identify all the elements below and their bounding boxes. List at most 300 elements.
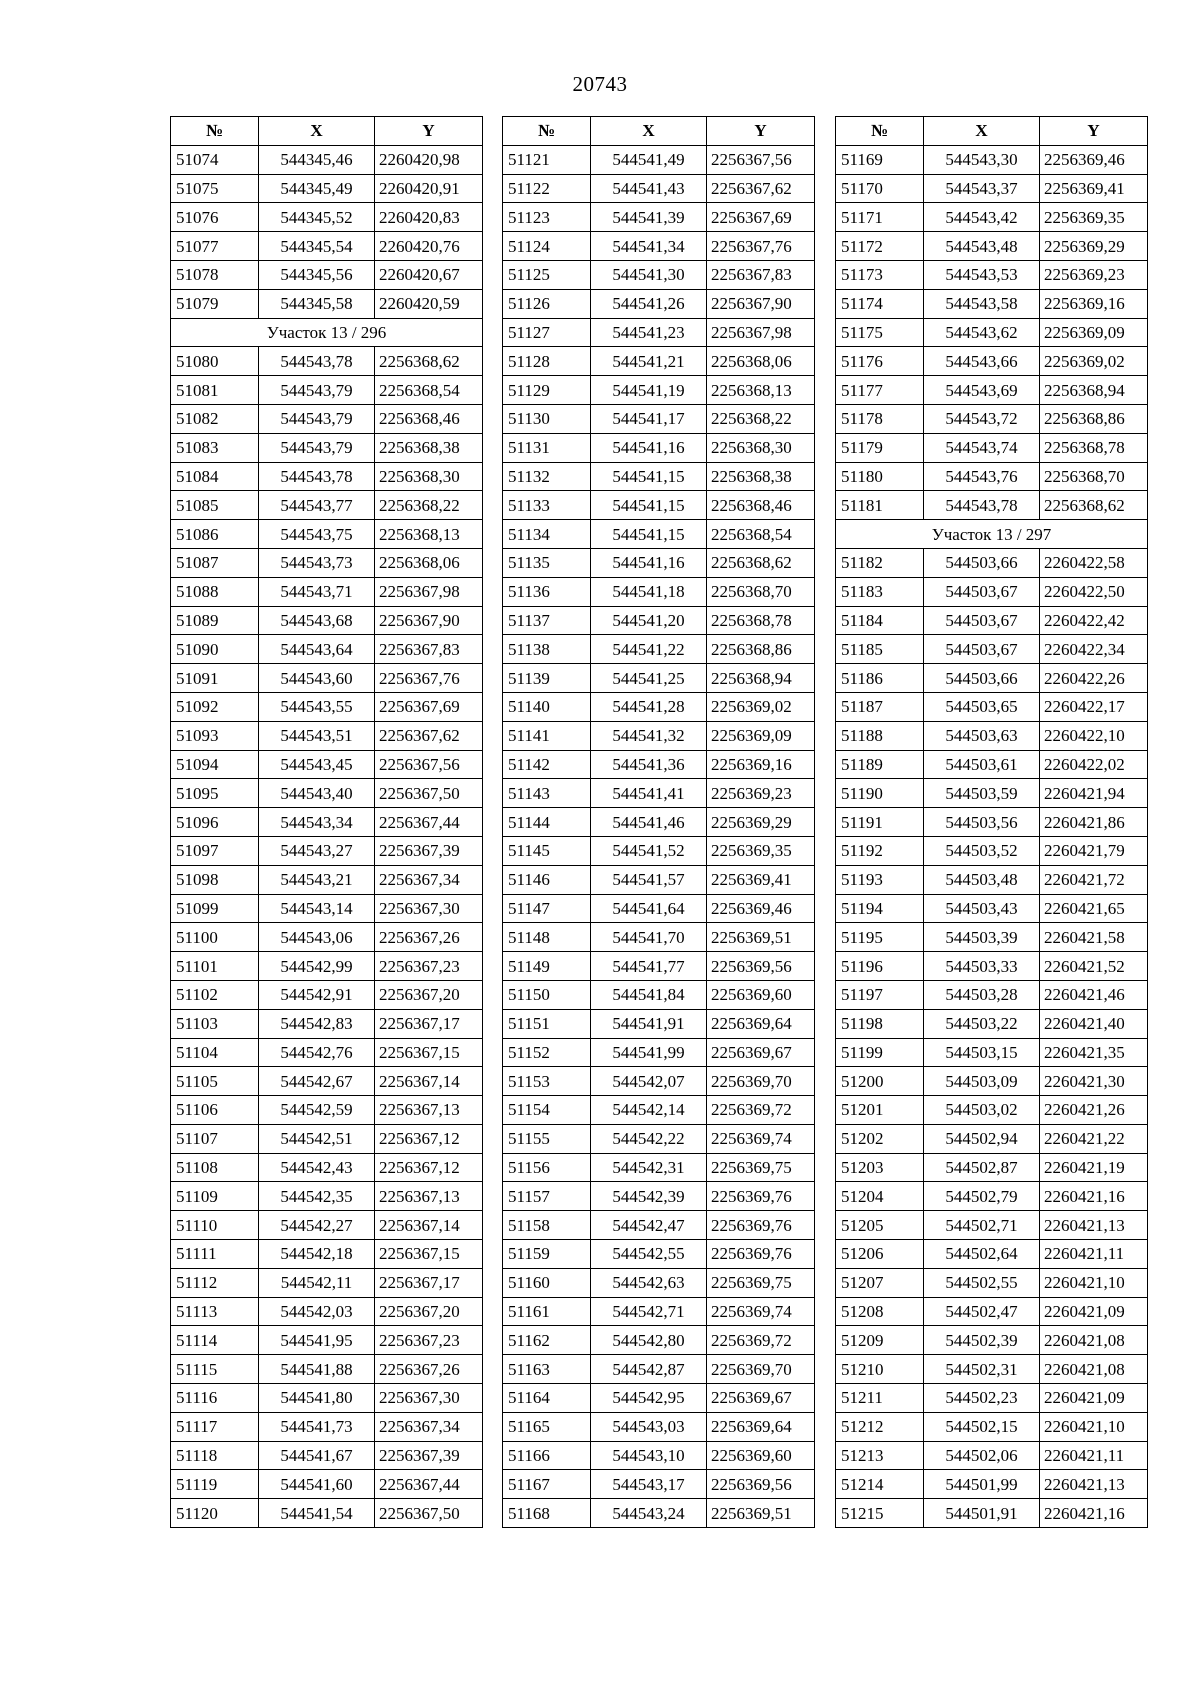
y-coordinate-cell: 2260421,13 — [1040, 1211, 1148, 1240]
point-number-cell: 51093 — [171, 721, 259, 750]
x-coordinate-cell: 544502,94 — [924, 1124, 1040, 1153]
point-number-cell: 51117 — [171, 1412, 259, 1441]
x-coordinate-cell: 544543,74 — [924, 433, 1040, 462]
table-row — [836, 318, 1148, 347]
x-coordinate-cell: 544503,22 — [924, 1009, 1040, 1038]
table-row — [503, 577, 815, 606]
table-row — [503, 1297, 815, 1326]
y-coordinate-cell: 2256367,62 — [707, 174, 815, 203]
y-coordinate-cell: 2256367,15 — [375, 1240, 483, 1269]
table-row — [503, 635, 815, 664]
point-number-cell: 51147 — [503, 894, 591, 923]
point-number-cell: 51106 — [171, 1096, 259, 1125]
table-row — [503, 808, 815, 837]
table-row — [836, 203, 1148, 232]
y-coordinate-cell: 2256368,54 — [707, 520, 815, 549]
x-coordinate-cell: 544542,87 — [591, 1355, 707, 1384]
point-number-cell: 51107 — [171, 1124, 259, 1153]
x-coordinate-cell: 544503,63 — [924, 721, 1040, 750]
x-coordinate-cell: 544543,79 — [259, 376, 375, 405]
y-coordinate-cell: 2256368,62 — [1040, 491, 1148, 520]
table-row — [171, 203, 483, 232]
x-coordinate-cell: 544543,58 — [924, 289, 1040, 318]
x-coordinate-cell: 544542,63 — [591, 1268, 707, 1297]
y-coordinate-cell: 2256367,13 — [375, 1096, 483, 1125]
table-row — [836, 923, 1148, 952]
y-coordinate-cell: 2260422,34 — [1040, 635, 1148, 664]
x-coordinate-cell: 544543,03 — [591, 1412, 707, 1441]
y-coordinate-cell: 2256367,15 — [375, 1038, 483, 1067]
y-coordinate-cell: 2256368,06 — [707, 347, 815, 376]
point-number-cell: 51204 — [836, 1182, 924, 1211]
y-coordinate-cell: 2256367,23 — [375, 1326, 483, 1355]
point-number-cell: 51129 — [503, 376, 591, 405]
y-coordinate-cell: 2256367,44 — [375, 808, 483, 837]
point-number-cell: 51179 — [836, 433, 924, 462]
point-number-cell: 51126 — [503, 289, 591, 318]
x-coordinate-cell: 544543,06 — [259, 923, 375, 952]
x-coordinate-cell: 544503,61 — [924, 750, 1040, 779]
point-number-cell: 51194 — [836, 894, 924, 923]
table-row — [171, 1326, 483, 1355]
point-number-cell: 51140 — [503, 692, 591, 721]
x-coordinate-cell: 544543,78 — [259, 347, 375, 376]
point-number-cell: 51142 — [503, 750, 591, 779]
table-row — [171, 404, 483, 433]
table-row — [171, 462, 483, 491]
x-coordinate-cell: 544543,69 — [924, 376, 1040, 405]
point-number-cell: 51109 — [171, 1182, 259, 1211]
x-coordinate-cell: 544542,83 — [259, 1009, 375, 1038]
point-number-cell: 51152 — [503, 1038, 591, 1067]
point-number-cell: 51177 — [836, 376, 924, 405]
section-heading-row — [836, 520, 1148, 549]
point-number-cell: 51144 — [503, 808, 591, 837]
header-y: Y — [375, 117, 483, 146]
x-coordinate-cell: 544502,55 — [924, 1268, 1040, 1297]
section-heading: Участок 13 / 297 — [836, 520, 1148, 549]
y-coordinate-cell: 2256368,06 — [375, 548, 483, 577]
point-number-cell: 51124 — [503, 232, 591, 261]
table-row — [836, 894, 1148, 923]
y-coordinate-cell: 2260421,94 — [1040, 779, 1148, 808]
x-coordinate-cell: 544541,15 — [591, 462, 707, 491]
x-coordinate-cell: 544543,76 — [924, 462, 1040, 491]
x-coordinate-cell: 544502,79 — [924, 1182, 1040, 1211]
x-coordinate-cell: 544541,19 — [591, 376, 707, 405]
y-coordinate-cell: 2256369,16 — [707, 750, 815, 779]
y-coordinate-cell: 2260421,26 — [1040, 1096, 1148, 1125]
point-number-cell: 51168 — [503, 1499, 591, 1528]
y-coordinate-cell: 2256369,02 — [1040, 347, 1148, 376]
point-number-cell: 51197 — [836, 980, 924, 1009]
point-number-cell: 51134 — [503, 520, 591, 549]
table-row — [503, 1268, 815, 1297]
y-coordinate-cell: 2256369,72 — [707, 1096, 815, 1125]
point-number-cell: 51141 — [503, 721, 591, 750]
point-number-cell: 51091 — [171, 664, 259, 693]
x-coordinate-cell: 544502,15 — [924, 1412, 1040, 1441]
y-coordinate-cell: 2256368,22 — [707, 404, 815, 433]
header-x: X — [924, 117, 1040, 146]
y-coordinate-cell: 2256367,69 — [375, 692, 483, 721]
x-coordinate-cell: 544542,43 — [259, 1153, 375, 1182]
x-coordinate-cell: 544541,30 — [591, 260, 707, 289]
x-coordinate-cell: 544542,35 — [259, 1182, 375, 1211]
x-coordinate-cell: 544541,64 — [591, 894, 707, 923]
y-coordinate-cell: 2256367,90 — [375, 606, 483, 635]
table-row — [171, 174, 483, 203]
table-row — [836, 1009, 1148, 1038]
x-coordinate-cell: 544542,39 — [591, 1182, 707, 1211]
x-coordinate-cell: 544543,64 — [259, 635, 375, 664]
x-coordinate-cell: 544345,52 — [259, 203, 375, 232]
header-number: № — [836, 117, 924, 146]
table-row — [836, 721, 1148, 750]
y-coordinate-cell: 2260421,11 — [1040, 1441, 1148, 1470]
point-number-cell: 51208 — [836, 1297, 924, 1326]
table-row — [503, 1009, 815, 1038]
x-coordinate-cell: 544503,09 — [924, 1067, 1040, 1096]
point-number-cell: 51086 — [171, 520, 259, 549]
x-coordinate-cell: 544541,28 — [591, 692, 707, 721]
table-row — [836, 1096, 1148, 1125]
point-number-cell: 51085 — [171, 491, 259, 520]
x-coordinate-cell: 544543,53 — [924, 260, 1040, 289]
y-coordinate-cell: 2256367,17 — [375, 1268, 483, 1297]
point-number-cell: 51111 — [171, 1240, 259, 1269]
y-coordinate-cell: 2256367,44 — [375, 1470, 483, 1499]
table-row — [836, 606, 1148, 635]
y-coordinate-cell: 2256367,76 — [707, 232, 815, 261]
x-coordinate-cell: 544543,37 — [924, 174, 1040, 203]
table-row — [836, 174, 1148, 203]
y-coordinate-cell: 2256369,16 — [1040, 289, 1148, 318]
table-row — [503, 952, 815, 981]
x-coordinate-cell: 544543,10 — [591, 1441, 707, 1470]
y-coordinate-cell: 2260422,26 — [1040, 664, 1148, 693]
x-coordinate-cell: 544542,18 — [259, 1240, 375, 1269]
x-coordinate-cell: 544543,48 — [924, 232, 1040, 261]
table-row — [171, 1038, 483, 1067]
x-coordinate-cell: 544541,88 — [259, 1355, 375, 1384]
x-coordinate-cell: 544502,71 — [924, 1211, 1040, 1240]
y-coordinate-cell: 2256367,83 — [375, 635, 483, 664]
table-row — [503, 1182, 815, 1211]
table-row — [836, 232, 1148, 261]
x-coordinate-cell: 544543,72 — [924, 404, 1040, 433]
point-number-cell: 51165 — [503, 1412, 591, 1441]
table-row — [836, 1038, 1148, 1067]
table-body — [836, 145, 1148, 1527]
y-coordinate-cell: 2260421,11 — [1040, 1240, 1148, 1269]
y-coordinate-cell: 2256369,41 — [1040, 174, 1148, 203]
y-coordinate-cell: 2256369,51 — [707, 923, 815, 952]
point-number-cell: 51125 — [503, 260, 591, 289]
y-coordinate-cell: 2256368,38 — [375, 433, 483, 462]
x-coordinate-cell: 544542,71 — [591, 1297, 707, 1326]
point-number-cell: 51133 — [503, 491, 591, 520]
y-coordinate-cell: 2256367,62 — [375, 721, 483, 750]
table-row — [503, 1153, 815, 1182]
y-coordinate-cell: 2256369,75 — [707, 1153, 815, 1182]
point-number-cell: 51192 — [836, 836, 924, 865]
x-coordinate-cell: 544543,34 — [259, 808, 375, 837]
x-coordinate-cell: 544502,47 — [924, 1297, 1040, 1326]
table-row — [171, 1240, 483, 1269]
point-number-cell: 51110 — [171, 1211, 259, 1240]
y-coordinate-cell: 2256369,74 — [707, 1297, 815, 1326]
x-coordinate-cell: 544501,99 — [924, 1470, 1040, 1499]
x-coordinate-cell: 544503,67 — [924, 635, 1040, 664]
x-coordinate-cell: 544543,68 — [259, 606, 375, 635]
x-coordinate-cell: 544543,78 — [259, 462, 375, 491]
point-number-cell: 51158 — [503, 1211, 591, 1240]
point-number-cell: 51193 — [836, 865, 924, 894]
x-coordinate-cell: 544543,79 — [259, 433, 375, 462]
table-row — [503, 1384, 815, 1413]
table-row — [503, 1326, 815, 1355]
table-row — [171, 836, 483, 865]
y-coordinate-cell: 2260421,79 — [1040, 836, 1148, 865]
point-number-cell: 51171 — [836, 203, 924, 232]
point-number-cell: 51206 — [836, 1240, 924, 1269]
x-coordinate-cell: 544541,20 — [591, 606, 707, 635]
x-coordinate-cell: 544503,48 — [924, 865, 1040, 894]
point-number-cell: 51182 — [836, 548, 924, 577]
x-coordinate-cell: 544541,73 — [259, 1412, 375, 1441]
x-coordinate-cell: 544541,26 — [591, 289, 707, 318]
table-row — [503, 692, 815, 721]
point-number-cell: 51096 — [171, 808, 259, 837]
table-row — [836, 692, 1148, 721]
y-coordinate-cell: 2256367,20 — [375, 980, 483, 1009]
x-coordinate-cell: 544541,39 — [591, 203, 707, 232]
header-number: № — [503, 117, 591, 146]
point-number-cell: 51089 — [171, 606, 259, 635]
point-number-cell: 51094 — [171, 750, 259, 779]
x-coordinate-cell: 544543,77 — [259, 491, 375, 520]
table-row — [503, 1211, 815, 1240]
table-row — [836, 779, 1148, 808]
y-coordinate-cell: 2256368,22 — [375, 491, 483, 520]
x-coordinate-cell: 544503,15 — [924, 1038, 1040, 1067]
x-coordinate-cell: 544541,52 — [591, 836, 707, 865]
table-row — [836, 1384, 1148, 1413]
x-coordinate-cell: 544503,66 — [924, 664, 1040, 693]
y-coordinate-cell: 2256367,12 — [375, 1124, 483, 1153]
point-number-cell: 51081 — [171, 376, 259, 405]
table-row — [171, 376, 483, 405]
table-row — [503, 520, 815, 549]
table-row — [171, 577, 483, 606]
y-coordinate-cell: 2256367,14 — [375, 1067, 483, 1096]
y-coordinate-cell: 2256368,13 — [375, 520, 483, 549]
point-number-cell: 51099 — [171, 894, 259, 923]
x-coordinate-cell: 544542,47 — [591, 1211, 707, 1240]
x-coordinate-cell: 544542,11 — [259, 1268, 375, 1297]
y-coordinate-cell: 2260421,09 — [1040, 1384, 1148, 1413]
y-coordinate-cell: 2260421,35 — [1040, 1038, 1148, 1067]
point-number-cell: 51188 — [836, 721, 924, 750]
point-number-cell: 51202 — [836, 1124, 924, 1153]
table-row — [171, 145, 483, 174]
x-coordinate-cell: 544541,60 — [259, 1470, 375, 1499]
y-coordinate-cell: 2256368,78 — [1040, 433, 1148, 462]
x-coordinate-cell: 544541,43 — [591, 174, 707, 203]
point-number-cell: 51127 — [503, 318, 591, 347]
point-number-cell: 51153 — [503, 1067, 591, 1096]
x-coordinate-cell: 544503,39 — [924, 923, 1040, 952]
x-coordinate-cell: 544503,43 — [924, 894, 1040, 923]
y-coordinate-cell: 2260420,91 — [375, 174, 483, 203]
x-coordinate-cell: 544541,23 — [591, 318, 707, 347]
table-row — [171, 1441, 483, 1470]
point-number-cell: 51074 — [171, 145, 259, 174]
x-coordinate-cell: 544543,17 — [591, 1470, 707, 1499]
x-coordinate-cell: 544503,67 — [924, 606, 1040, 635]
point-number-cell: 51155 — [503, 1124, 591, 1153]
table-body — [503, 145, 815, 1527]
point-number-cell: 51135 — [503, 548, 591, 577]
point-number-cell: 51200 — [836, 1067, 924, 1096]
table-row — [503, 721, 815, 750]
table-row — [503, 1096, 815, 1125]
table-row — [503, 606, 815, 635]
y-coordinate-cell: 2256369,41 — [707, 865, 815, 894]
table-row — [836, 1297, 1148, 1326]
x-coordinate-cell: 544541,25 — [591, 664, 707, 693]
x-coordinate-cell: 544503,66 — [924, 548, 1040, 577]
point-number-cell: 51123 — [503, 203, 591, 232]
x-coordinate-cell: 544345,49 — [259, 174, 375, 203]
table-row — [171, 606, 483, 635]
table-row — [171, 1009, 483, 1038]
x-coordinate-cell: 544541,32 — [591, 721, 707, 750]
y-coordinate-cell: 2256368,86 — [707, 635, 815, 664]
x-coordinate-cell: 544543,42 — [924, 203, 1040, 232]
y-coordinate-cell: 2260422,42 — [1040, 606, 1148, 635]
y-coordinate-cell: 2260421,16 — [1040, 1499, 1148, 1528]
x-coordinate-cell: 544502,06 — [924, 1441, 1040, 1470]
table-row — [503, 289, 815, 318]
table-row — [503, 260, 815, 289]
table-row — [503, 980, 815, 1009]
point-number-cell: 51075 — [171, 174, 259, 203]
table-row — [171, 1470, 483, 1499]
point-number-cell: 51159 — [503, 1240, 591, 1269]
x-coordinate-cell: 544543,27 — [259, 836, 375, 865]
table-row — [836, 952, 1148, 981]
y-coordinate-cell: 2256368,94 — [1040, 376, 1148, 405]
point-number-cell: 51164 — [503, 1384, 591, 1413]
table-row — [503, 174, 815, 203]
table-row — [836, 1240, 1148, 1269]
table-header-row — [503, 117, 815, 146]
y-coordinate-cell: 2256369,70 — [707, 1067, 815, 1096]
table-row — [503, 404, 815, 433]
x-coordinate-cell: 544345,54 — [259, 232, 375, 261]
point-number-cell: 51101 — [171, 952, 259, 981]
x-coordinate-cell: 544543,21 — [259, 865, 375, 894]
x-coordinate-cell: 544542,03 — [259, 1297, 375, 1326]
y-coordinate-cell: 2260421,72 — [1040, 865, 1148, 894]
y-coordinate-cell: 2256369,64 — [707, 1009, 815, 1038]
point-number-cell: 51082 — [171, 404, 259, 433]
x-coordinate-cell: 544503,33 — [924, 952, 1040, 981]
table-header-row — [171, 117, 483, 146]
coordinates-table-3 — [835, 116, 1148, 1528]
x-coordinate-cell: 544542,55 — [591, 1240, 707, 1269]
point-number-cell: 51128 — [503, 347, 591, 376]
point-number-cell: 51076 — [171, 203, 259, 232]
table-row — [171, 664, 483, 693]
table-row — [836, 404, 1148, 433]
point-number-cell: 51162 — [503, 1326, 591, 1355]
y-coordinate-cell: 2260422,50 — [1040, 577, 1148, 606]
point-number-cell: 51160 — [503, 1268, 591, 1297]
y-coordinate-cell: 2256369,02 — [707, 692, 815, 721]
table-row — [171, 548, 483, 577]
table-row — [171, 1412, 483, 1441]
y-coordinate-cell: 2256367,23 — [375, 952, 483, 981]
y-coordinate-cell: 2256368,30 — [707, 433, 815, 462]
table-row — [836, 289, 1148, 318]
section-heading: Участок 13 / 296 — [171, 318, 483, 347]
table-row — [503, 1441, 815, 1470]
x-coordinate-cell: 544543,75 — [259, 520, 375, 549]
x-coordinate-cell: 544541,91 — [591, 1009, 707, 1038]
y-coordinate-cell: 2260421,40 — [1040, 1009, 1148, 1038]
point-number-cell: 51174 — [836, 289, 924, 318]
x-coordinate-cell: 544541,77 — [591, 952, 707, 981]
y-coordinate-cell: 2256369,76 — [707, 1240, 815, 1269]
table-row — [171, 1096, 483, 1125]
table-row — [836, 836, 1148, 865]
y-coordinate-cell: 2256369,35 — [1040, 203, 1148, 232]
point-number-cell: 51167 — [503, 1470, 591, 1499]
x-coordinate-cell: 544503,59 — [924, 779, 1040, 808]
y-coordinate-cell: 2256369,46 — [707, 894, 815, 923]
table-row — [836, 808, 1148, 837]
table-row — [503, 750, 815, 779]
y-coordinate-cell: 2260421,65 — [1040, 894, 1148, 923]
table-row — [503, 1124, 815, 1153]
point-number-cell: 51150 — [503, 980, 591, 1009]
x-coordinate-cell: 544541,49 — [591, 145, 707, 174]
table-row — [171, 1384, 483, 1413]
point-number-cell: 51088 — [171, 577, 259, 606]
y-coordinate-cell: 2256369,56 — [707, 952, 815, 981]
x-coordinate-cell: 544541,36 — [591, 750, 707, 779]
y-coordinate-cell: 2256367,50 — [375, 779, 483, 808]
y-coordinate-cell: 2260421,52 — [1040, 952, 1148, 981]
table-row — [171, 1182, 483, 1211]
y-coordinate-cell: 2256367,20 — [375, 1297, 483, 1326]
y-coordinate-cell: 2260421,08 — [1040, 1355, 1148, 1384]
x-coordinate-cell: 544543,14 — [259, 894, 375, 923]
y-coordinate-cell: 2256368,62 — [707, 548, 815, 577]
y-coordinate-cell: 2256368,13 — [707, 376, 815, 405]
point-number-cell: 51084 — [171, 462, 259, 491]
table-row — [503, 347, 815, 376]
x-coordinate-cell: 544541,54 — [259, 1499, 375, 1528]
y-coordinate-cell: 2256367,26 — [375, 923, 483, 952]
table-row — [171, 1297, 483, 1326]
table-row — [171, 1067, 483, 1096]
y-coordinate-cell: 2256367,90 — [707, 289, 815, 318]
table-row — [503, 836, 815, 865]
